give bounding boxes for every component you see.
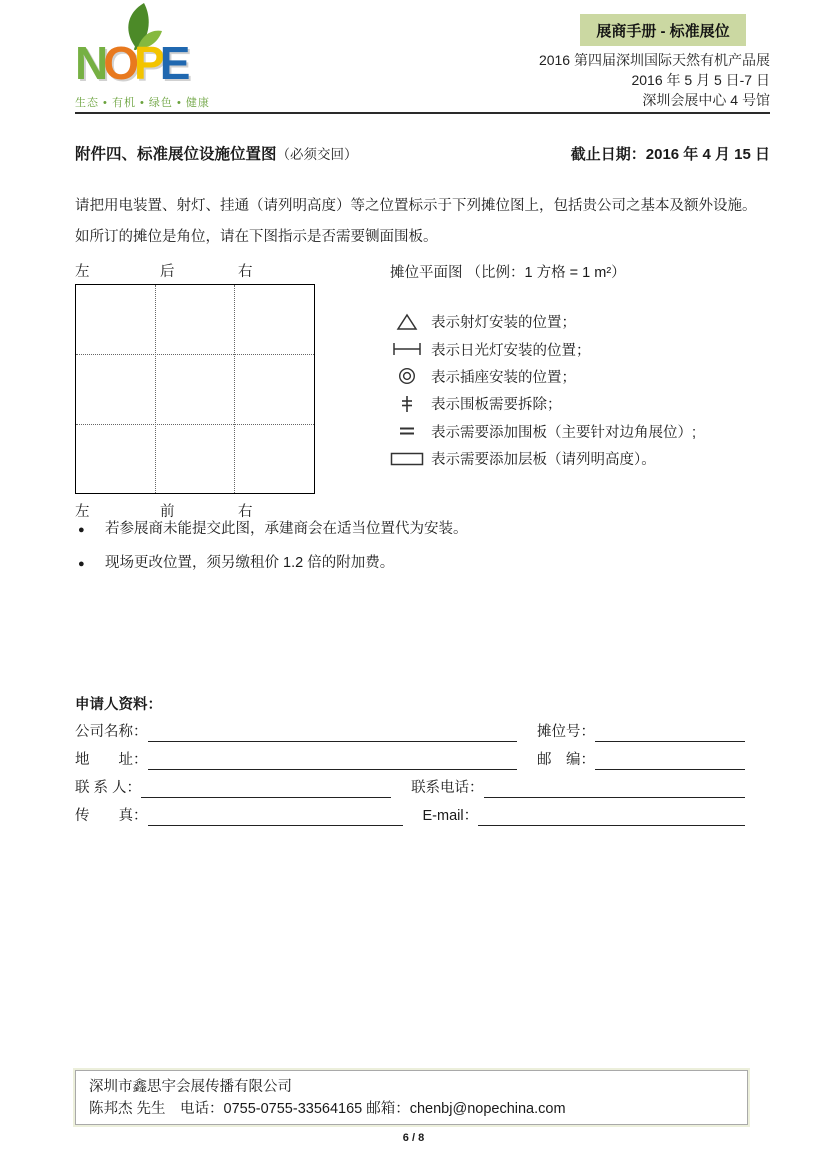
legend-item (388, 308, 696, 335)
postcode-label: 邮 编： (537, 752, 595, 768)
grid-label-front: 前 (160, 504, 175, 520)
grid-label-right: 右 (238, 264, 253, 280)
note-text: 若参展商未能提交此图，承建商会在适当位置代为安装。 (105, 521, 468, 537)
plan-scale-title: 摊位平面图 （比例：1 方格 = 1 m²） (390, 265, 626, 281)
event-info (539, 50, 770, 110)
grid-label-left: 左 (75, 504, 90, 520)
form-row-address (75, 742, 745, 770)
must-return-note: （必须交回） (276, 147, 358, 162)
grid-line (76, 424, 314, 425)
event-dates: 2016 年 5 月 5 日-7 日 (631, 72, 770, 88)
address-field (148, 748, 518, 770)
grid-label-left: 左 (75, 264, 90, 280)
instruction-line: 请把用电装置、射灯、挂通（请列明高度）等之位置标示于下列摊位图上，包括贵公司之基本及额外设施。 (75, 198, 757, 214)
logo-letter: P (134, 37, 160, 89)
logo-letter: O (103, 37, 135, 89)
organizer-contact-box (75, 1070, 748, 1125)
manual-section-badge: 展商手册 - 标准展位 (580, 14, 746, 46)
booth-plan-grid (75, 284, 315, 494)
phone-label: 联系电话： (411, 780, 484, 796)
organizer-contact: 陈邦杰 先生 电话：0755-0755-33564165 邮箱：chenbj@nopechina.com (89, 1101, 566, 1117)
legend-text: 表示需要添加围板（主要针对边角展位）; (431, 424, 697, 441)
legend-item (388, 335, 696, 362)
form-row-fax (75, 798, 745, 826)
legend-text: 表示围板需要拆除； (431, 397, 562, 414)
page-number: 6 / 8 (402, 1132, 425, 1144)
legend-item (388, 363, 696, 390)
power-socket-icon (388, 367, 426, 385)
company-name-label: 公司名称： (75, 724, 148, 740)
fax-label: 传 真： (75, 808, 148, 824)
logo-wordmark (75, 37, 186, 89)
applicant-section-heading: 申请人资料： (75, 697, 162, 713)
logo-letter: E (159, 37, 186, 89)
logo-letter: N (75, 37, 104, 89)
fax-field (148, 804, 403, 826)
organizer-company: 深圳市鑫思宇会展传播有限公司 (89, 1079, 292, 1095)
form-row-company (75, 714, 745, 742)
page-title (75, 142, 358, 164)
nope-logo (75, 2, 225, 114)
shelf-board-icon (388, 451, 426, 467)
header-divider (75, 112, 770, 114)
note-item (78, 552, 468, 575)
grid-top-labels (75, 260, 315, 278)
grid-label-right: 右 (238, 504, 253, 520)
logo-tagline: 生态 • 有机 • 绿色 • 健康 (75, 97, 210, 109)
grid-line (234, 285, 235, 493)
event-name: 2016 第四届深圳国际天然有机产品展 (538, 52, 770, 68)
email-field (478, 804, 745, 826)
legend-text: 表示插座安装的位置； (431, 369, 576, 386)
panel-remove-icon (388, 395, 426, 413)
panel-add-icon (388, 422, 426, 440)
grid-label-back: 后 (160, 264, 175, 280)
legend-item (388, 418, 696, 445)
spotlight-triangle-icon (388, 313, 426, 331)
bullet-icon: ● (78, 524, 85, 536)
contact-person-label: 联 系 人： (75, 780, 142, 796)
event-venue: 深圳会展中心 4 号馆 (642, 92, 770, 108)
attachment-title: 附件四、标准展位设施位置图 (75, 146, 277, 163)
phone-field (484, 776, 745, 798)
title-row (75, 142, 770, 164)
contact-person-field (141, 776, 391, 798)
address-label: 地 址： (75, 752, 148, 768)
legend-item (388, 445, 696, 472)
symbol-legend (388, 308, 696, 472)
grid-line (155, 285, 156, 493)
legend-text: 表示射灯安装的位置； (431, 315, 576, 332)
legend-text: 表示日光灯安装的位置； (431, 342, 591, 359)
postcode-field (595, 748, 745, 770)
applicant-form (75, 714, 745, 826)
grid-line (76, 354, 314, 355)
legend-item (388, 390, 696, 417)
note-item (78, 518, 468, 541)
form-row-contact (75, 770, 745, 798)
booth-number-label: 摊位号： (537, 724, 595, 740)
deadline-text: 截止日期：2016 年 4 月 15 日 (570, 146, 770, 163)
grid-bottom-labels (75, 500, 315, 518)
instructions-paragraph (75, 191, 780, 253)
booth-number-field (595, 720, 745, 742)
email-label: E-mail： (422, 808, 479, 824)
fluorescent-lamp-icon (388, 340, 426, 358)
legend-text: 表示需要添加层板（请列明高度）。 (431, 452, 656, 469)
instruction-line: 如所订的摊位是角位，请在下图指示是否需要铡面围板。 (75, 229, 438, 245)
bullet-icon: ● (78, 558, 85, 570)
notes-list (78, 518, 468, 586)
company-name-field (148, 720, 518, 742)
note-text: 现场更改位置，须另缴租价 1.2 倍的附加费。 (105, 555, 395, 571)
